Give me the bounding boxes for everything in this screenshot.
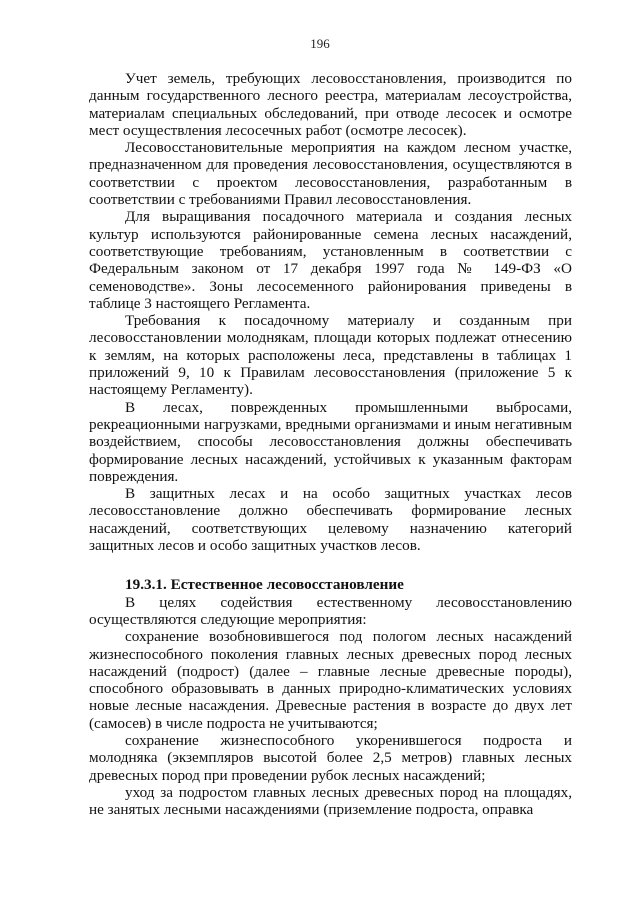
paragraph: Для выращивания посадочного материала и создания лесных культур используются районированные семена лесных насаждений, соответствующие требованиям, установленным в соответствии с Федеральным законом от 17 декабря 1997 года № 149-ФЗ «О семеноводстве». Зоны лесосеменного районирования приведены в таблице 3 настоящего Регламента. xyxy=(89,208,572,312)
document-body xyxy=(89,70,572,818)
paragraph: В целях содействия естественному лесовосстановлению осуществляются следующие мероприятия: xyxy=(89,593,572,628)
paragraph: Лесовосстановительные мероприятия на каждом лесном участке, предназначенном для проведения лесовосстановления, осуществляются в соответствии с проектом лесовосстановления, разработанным в соответствии с требованиями Правил лесовосстановления. xyxy=(89,139,572,209)
paragraph: Требования к посадочному материалу и созданным при лесовосстановлении молоднякам, площади которых подлежат отнесению к землям, на которых расположены леса, представлены в таблицах 1 приложений 9, 10 к Правилам лесовосстановления (приложение 5 к настоящему Регламенту). xyxy=(89,312,572,399)
page-number: 196 xyxy=(310,36,330,51)
paragraph: Учет земель, требующих лесовосстановления, производится по данным государственного лесного реестра, материалам лесоустройства, материалам специальных обследований, при отводе лесосек и осмотре мест осуществления лесосечных работ (осмотре лесосек). xyxy=(89,70,572,139)
section-heading: 19.3.1. Естественное лесовосстановление xyxy=(125,576,404,594)
paragraph: В лесах, поврежденных промышленными выбросами, рекреационными нагрузками, вредными организмами и иным негативным воздействием, способы лесовосстановления должны обеспечивать формирование лесных насаждений, устойчивых к указанным факторам повреждения. xyxy=(89,398,572,485)
list-item: уход за подростом главных лесных древесных пород на площадях, не занятых лесными насаждениями (приземление подроста, оправка xyxy=(89,783,572,819)
list-item: сохранение жизнеспособного укоренившегося подроста и молодняка (экземпляров высотой более 2,5 метров) главных лесных древесных пород при проведении рубок лесных насаждений; xyxy=(89,731,572,784)
paragraph: В защитных лесах и на особо защитных участках лесов лесовосстановление должно обеспечивать формирование лесных насаждений, соответствующих целевому назначению категорий защитных лесов и особо защитных участков лесов. xyxy=(89,485,572,555)
list-item: сохранение возобновившегося под пологом лесных насаждений жизнеспособного поколения главных лесных древесных пород лесных насаждений (подрост) (далее – главные лесные древесные породы), способного образовывать в данных природно-климатических условиях новые лесные насаждения. Древесные растения в возрасте до двух лет (самосев) в числе подроста не учитываются; xyxy=(89,628,572,732)
